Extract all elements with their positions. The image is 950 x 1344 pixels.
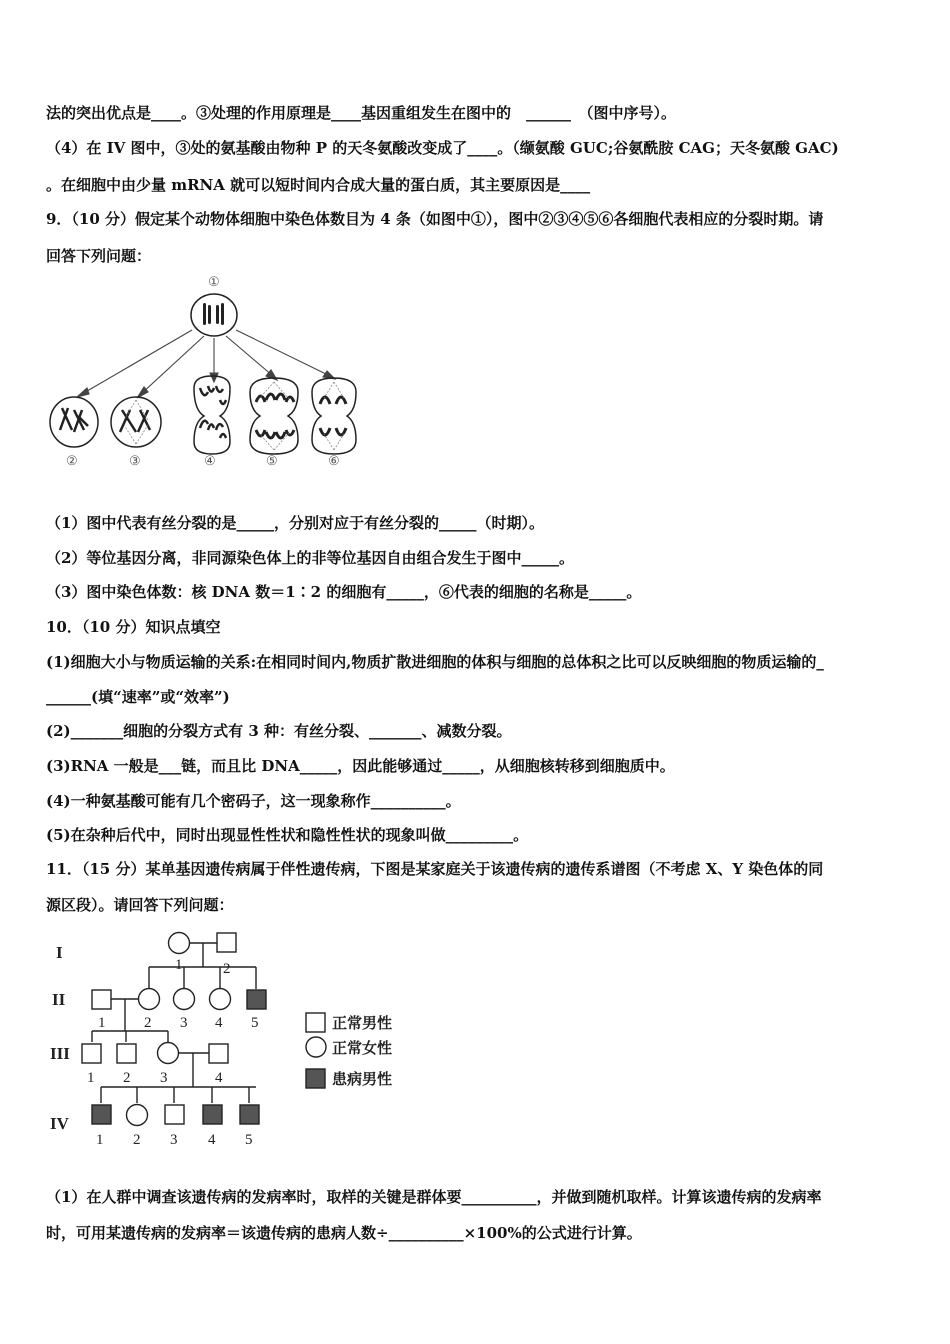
gen3-number-3: 3 (160, 1070, 168, 1086)
legend-normal-male-icon (306, 1013, 325, 1032)
gen2-number-1: 1 (98, 1015, 106, 1031)
gen4-number-5: 5 (245, 1132, 253, 1148)
gen1-number-2: 2 (223, 961, 231, 977)
text-line-3: 。在细胞中由少量 mRNA 就可以短时间内合成大量的蛋白质，其主要原因是____ (46, 176, 591, 194)
legend-affected-male: 患病男性 (332, 1072, 393, 1088)
gen3-male-1 (82, 1044, 101, 1063)
question-9-stem: 9．（10 分）假定某个动物体细胞中染色体数目为 4 条（如图中①），图中②③④⑤⑥各细胞代表相应的分裂时期。请 (46, 210, 824, 228)
gen3-female-3 (158, 1043, 179, 1064)
gen2-number-3: 3 (180, 1015, 188, 1031)
generation-label-1: I (56, 943, 63, 962)
question-11-stem-cont: 源区段）。请回答下列问题： (46, 896, 234, 914)
gen1-female-1 (169, 933, 190, 954)
question-11-stem: 11．（15 分）某单基因遗传病属于伴性遗传病，下图是某家庭关于该遗传病的遗传系谱图（不考虑 X、Y 染色体的同 (46, 860, 824, 878)
gen4-affected-male-5 (240, 1105, 259, 1124)
cell-division-figure (44, 270, 374, 475)
generation-label-3: III (50, 1044, 70, 1063)
cell-6 (312, 378, 356, 468)
cell-4 (194, 376, 230, 468)
gen1-male-2 (217, 933, 236, 952)
gen2-number-2: 2 (144, 1015, 152, 1031)
legend-normal-male: 正常男性 (332, 1016, 393, 1032)
generation-label-2: II (52, 990, 66, 1009)
question-10-stem: 10．（10 分）知识点填空 (46, 618, 221, 636)
cell-2 (50, 397, 98, 468)
gen2-female-4 (210, 989, 231, 1010)
gen4-number-2: 2 (133, 1132, 141, 1148)
gen4-affected-male-4 (203, 1105, 222, 1124)
legend-normal-female-icon (306, 1037, 326, 1057)
gen4-number-3: 3 (170, 1132, 178, 1148)
cell-label-2: ② (66, 453, 78, 468)
cell-label-3: ③ (129, 453, 141, 468)
question-9-part-1: （1）图中代表有丝分裂的是_____，分别对应于有丝分裂的_____（时期）。 (46, 514, 544, 532)
gen2-number-4: 4 (215, 1015, 223, 1031)
gen4-number-1: 1 (96, 1132, 104, 1148)
gen4-affected-male-1 (92, 1105, 111, 1124)
gen1-number-1: 1 (175, 957, 183, 973)
question-11-part-1-cont: 时，可用某遗传病的发病率＝该遗传病的患病人数÷__________×100%的公式进行计算。 (46, 1224, 642, 1242)
text-line-2: （4）在 IV 图中，③处的氨基酸由物种 P 的天冬氨酸改变成了____。（缬氨酸 GUC;谷氨酰胺 CAG；天冬氨酸 GAC) (46, 139, 839, 157)
question-10-part-2: (2)_______细胞的分裂方式有 3 种：有丝分裂、_______、减数分裂。 (46, 722, 512, 740)
gen4-female-2 (127, 1105, 148, 1126)
cell-label-4: ④ (204, 453, 216, 468)
gen3-number-4: 4 (215, 1070, 223, 1086)
generation-label-4: IV (50, 1114, 69, 1133)
gen2-female-2 (139, 989, 160, 1010)
gen3-male-2 (117, 1044, 136, 1063)
cell-label-5: ⑤ (266, 453, 278, 468)
gen4-number-4: 4 (208, 1132, 216, 1148)
arrows (77, 330, 335, 398)
cell-label-1: ① (208, 274, 220, 289)
question-10-part-1-cont: ______(填“速率”或“效率”) (46, 688, 230, 706)
cell-5 (250, 378, 298, 468)
question-11-part-1: （1）在人群中调查该遗传病的发病率时，取样的关键是群体要__________，并做到随机取样。计算该遗传病的发病率 (46, 1188, 822, 1206)
gen4-male-3 (165, 1105, 184, 1124)
question-10-part-5: (5)在杂种后代中，同时出现显性性状和隐性性状的现象叫做_________。 (46, 826, 529, 844)
question-10-part-4: (4)一种氨基酸可能有几个密码子，这一现象称作__________。 (46, 792, 461, 810)
gen2-number-5: 5 (251, 1015, 259, 1031)
cell-1 (191, 274, 237, 336)
gen3-number-2: 2 (123, 1070, 131, 1086)
question-9-stem-cont: 回答下列问题： (46, 247, 152, 265)
question-9-part-3: （3）图中染色体数：核 DNA 数＝1∶2 的细胞有_____，⑥代表的细胞的名称是_____。 (46, 583, 642, 601)
cell-3 (111, 397, 161, 468)
cell-label-6: ⑥ (328, 453, 340, 468)
gen2-male-1 (92, 990, 111, 1009)
legend-affected-male-icon (306, 1069, 325, 1088)
question-10-part-1: (1)细胞大小与物质运输的关系:在相同时间内,物质扩散进细胞的体积与细胞的总体积之比可以反映细胞的物质运输的_ (46, 653, 824, 671)
gen3-number-1: 1 (87, 1070, 95, 1086)
question-10-part-3: (3)RNA 一般是___链，而且比 DNA_____，因此能够通过_____，从细胞核转移到细胞质中。 (46, 757, 675, 775)
gen2-affected-male-5 (247, 990, 266, 1009)
legend-normal-female: 正常女性 (332, 1041, 393, 1057)
question-9-part-2: （2）等位基因分离，非同源染色体上的非等位基因自由组合发生于图中_____。 (46, 549, 574, 567)
gen3-male-4 (209, 1044, 228, 1063)
pedigree-chart (44, 925, 414, 1155)
gen2-female-3 (174, 989, 195, 1010)
pedigree-legend (306, 1013, 392, 1088)
text-line-1: 法的突出优点是____。③处理的作用原理是____基因重组发生在图中的 ______ （图中序号）。 (46, 104, 677, 122)
